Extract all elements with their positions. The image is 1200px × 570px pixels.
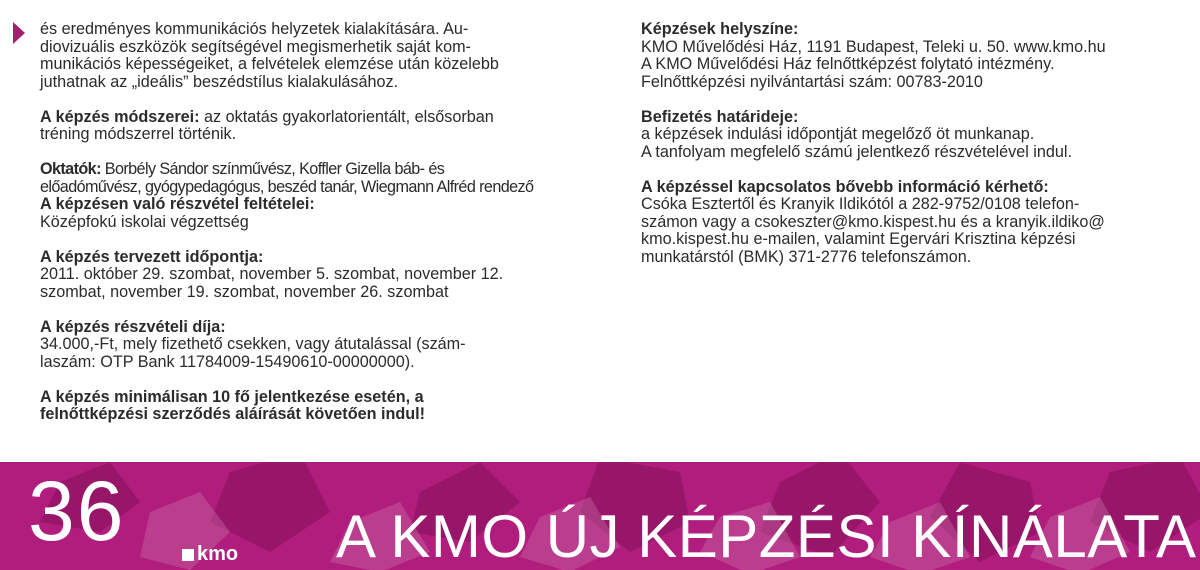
schedule-title: A képzés tervezett időpontja: xyxy=(40,247,264,266)
deadline-line: a képzések indulási időpontját megelőző öt munkanap. xyxy=(641,125,1035,143)
info-line: munkatárstól (BMK) 371-2776 telefonszámon. xyxy=(641,247,972,266)
teachers-label: Oktatók: xyxy=(40,160,101,178)
banner-title: A KMO ÚJ KÉPZÉSI KÍNÁLATA xyxy=(336,503,1197,570)
requirements-text: Középfokú iskolai végzettség xyxy=(40,212,249,231)
minimum-notice-line: felnőttképzési szerződés aláírását követően indul! xyxy=(40,405,426,423)
requirements-title: A képzésen való részvétel feltételei: xyxy=(40,195,315,213)
info-line: számon vagy a csokeszter@kmo.kispest.hu és a kranyik.ildiko@ xyxy=(641,212,1105,231)
intro-line: munikációs képességeiket, a felvételek elemzése után közelebb xyxy=(40,55,499,73)
location-line: KMO Művelődési Ház, 1191 Budapest, Teleki u. 50. www.kmo.hu xyxy=(641,37,1106,56)
methods-text: az oktatás gyakorlatorientált, elsősorban xyxy=(199,107,494,126)
fee-line: laszám: OTP Bank 11784009-15490610-00000000). xyxy=(40,352,415,371)
intro-line: és eredményes kommunikációs helyzetek kialakítására. Au- xyxy=(40,20,469,38)
location-title: Képzések helyszíne: xyxy=(641,20,799,38)
right-column xyxy=(641,21,1181,266)
location-line: A KMO Művelődési Ház felnőttképzést folytató intézmény. xyxy=(641,55,1055,73)
deadline-title: Befizetés határideje: xyxy=(641,107,799,126)
brand-square-icon xyxy=(182,549,194,561)
brand-logo xyxy=(182,543,238,565)
section-arrow-icon xyxy=(13,22,25,44)
intro-line: juthatnak az „ideális” beszédstílus kialakulásához. xyxy=(40,72,399,91)
teachers-text: Borbély Sándor színművész, Koffler Gizella báb- és xyxy=(100,160,445,178)
methods-label: A képzés módszerei: xyxy=(40,107,200,126)
info-title: A képzéssel kapcsolatos bővebb információ kérhető: xyxy=(641,177,1049,196)
teachers-line xyxy=(40,161,600,179)
deadline-line: A tanfolyam megfelelő számú jelentkező részvételével indul. xyxy=(641,142,1072,161)
intro-line: diovizuális eszközök segítségével megismerhetik saját kom- xyxy=(40,37,471,56)
info-line: kmo.kispest.hu e-mailen, valamint Egervári Krisztina képzési xyxy=(641,230,1076,248)
location-line: Felnőttképzési nyilvántartási szám: 00783-2010 xyxy=(641,72,983,91)
fee-title: A képzés részvételi díja: xyxy=(40,317,226,336)
minimum-notice-line: A képzés minimálisan 10 fő jelentkezése esetén, a xyxy=(40,387,424,406)
schedule-line: szombat, november 19. szombat, november 26. szombat xyxy=(40,282,449,301)
page-number: 36 xyxy=(28,464,126,558)
methods-line xyxy=(40,109,600,127)
brand-text: kmo xyxy=(197,543,239,565)
teachers-text-2: előadóművész, gyógypedagógus, beszéd tanár, Wiegmann Alfréd rendező xyxy=(40,177,534,196)
fee-line: 34.000,-Ft, mely fizethető csekken, vagy átutalással (szám- xyxy=(40,335,466,353)
schedule-line: 2011. október 29. szombat, november 5. szombat, november 12. xyxy=(40,265,504,283)
methods-text-2: tréning módszerrel történik. xyxy=(40,125,237,143)
info-line: Csóka Esztertől és Kranyik Ildikótól a 282-9752/0108 telefon- xyxy=(641,195,1080,213)
left-column xyxy=(40,21,600,424)
